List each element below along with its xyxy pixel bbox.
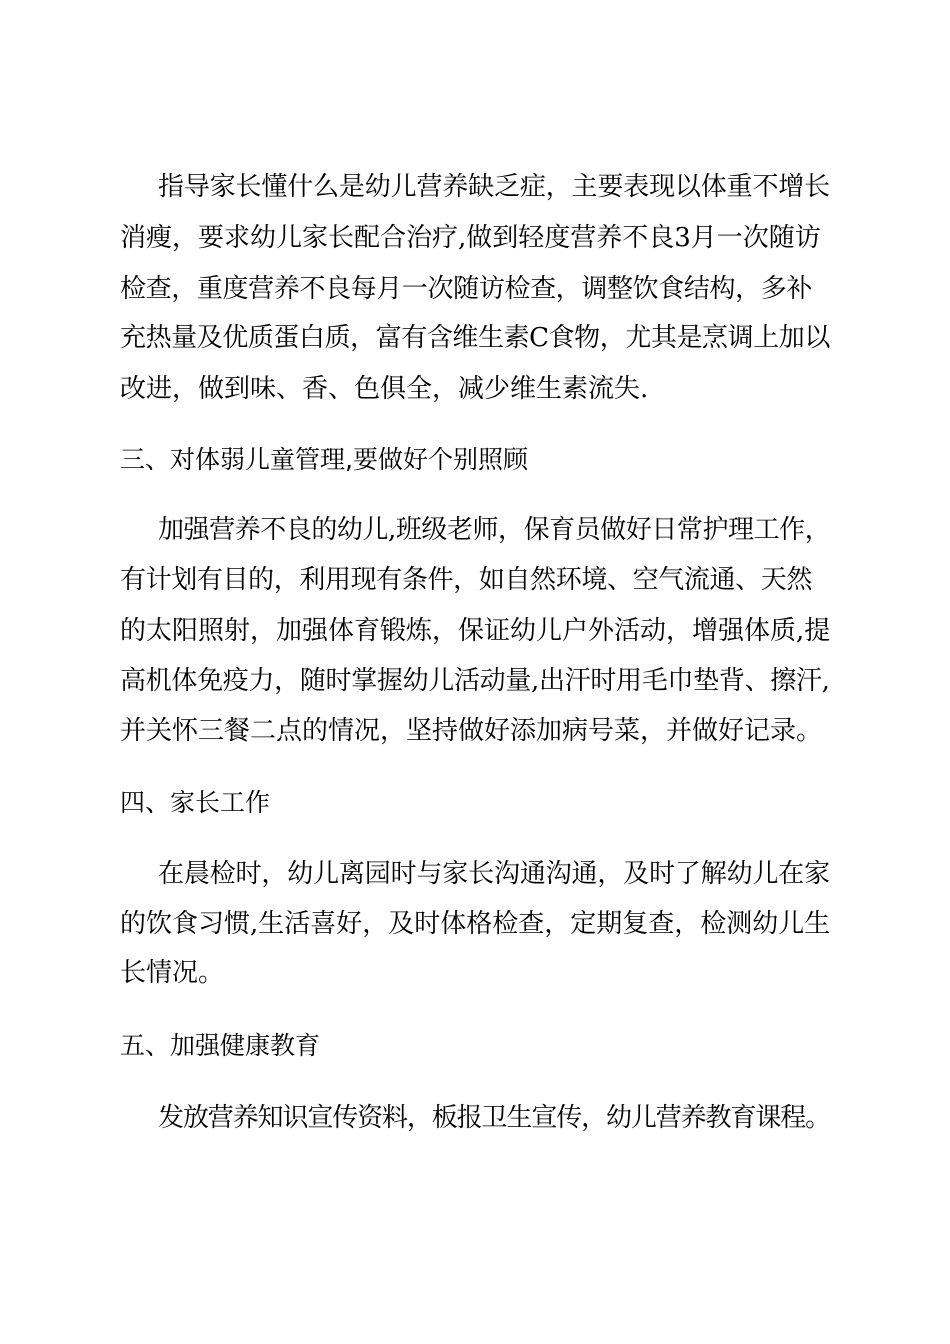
paragraph-line: 发放营养知识宣传资料，板报卫生宣传，幼儿营养教育课程。 [158, 1103, 831, 1133]
paragraph-line: 的太阳照射，加强体育锻炼，保证幼儿户外活动，增强体质,提 [120, 616, 831, 646]
paragraph-line: 的饮食习惯,生活喜好，及时体格检查，定期复查，检测幼儿生 [120, 909, 831, 939]
paragraph-line: 有计划有目的，利用现有条件，如自然环境、空气流通、天然 [120, 565, 813, 595]
paragraph-line: 长情况。 [120, 958, 225, 988]
paragraph-line: 加强营养不良的幼儿,班级老师，保育员做好日常护理工作， [158, 515, 831, 545]
paragraph-line: 充热量及优质蛋白质，富有含维生素C食物，尤其是烹调上加以 [120, 323, 830, 353]
paragraph-line: 并关怀三餐二点的情况，坚持做好添加病号菜，并做好记录。 [120, 716, 823, 746]
paragraph-line: 检查，重度营养不良每月一次随访检查，调整饮食结构，多补 [120, 274, 813, 304]
section-heading-weak-children: 三、对体弱儿童管理,要做好个别照顾 [120, 445, 528, 474]
paragraph-line: 改进，做到味、香、色俱全，减少维生素流失. [120, 374, 649, 404]
paragraph-line: 在晨检时，幼儿离园时与家长沟通沟通，及时了解幼儿在家 [158, 859, 831, 889]
paragraph-line: 消瘦，要求幼儿家长配合治疗,做到轻度营养不良3月一次随访 [120, 223, 821, 253]
paragraph-line: 指导家长懂什么是幼儿营养缺乏症，主要表现以体重不增长 [158, 172, 831, 202]
paragraph-line: 高机体免疫力，随时掌握幼儿活动量,出汗时用毛巾垫背、擦汗, [120, 666, 830, 696]
section-heading-health-education: 五、加强健康教育 [120, 1031, 321, 1060]
section-heading-parent-work: 四、家长工作 [120, 788, 271, 817]
